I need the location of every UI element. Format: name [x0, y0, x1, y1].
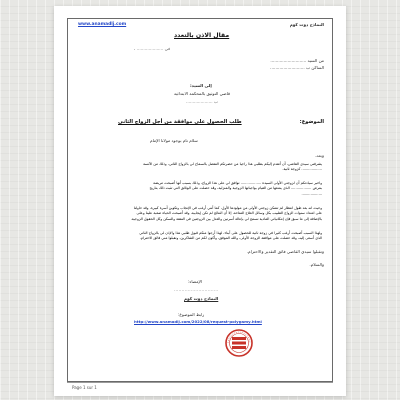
- brand-name: النماذج دوت كوم: [289, 22, 324, 27]
- paragraph-line: الذي أسعى إليه، وقد حصلت على موافقة الزوجة الأولى، والله الموفق، وأكون لكم من الشاكرين، وتقبلوا مني فائق الاحترام.: [139, 236, 322, 241]
- source-label: رابط الموضوع:: [178, 312, 205, 317]
- paragraph-line: يشرفني سيدي القاضي، أن أتقدم إليكم بطلبي هذا راجيا من حضرتكم التفضل بالسماح لي بالزواج الثاني، وذلك من الآنسة: [143, 162, 322, 166]
- signature-label: الإمضاء:: [188, 279, 203, 284]
- subject-label: الموضوع:: [299, 119, 324, 125]
- source-url[interactable]: http://www.anamadlj.com/2022/08/request-polygamy.html: [134, 319, 262, 324]
- stamp-logo-icon: [224, 328, 254, 358]
- signature-brand: النماذج دوت كوم: [184, 296, 219, 301]
- paragraph-2: [76, 181, 322, 197]
- recipient-role: قاضي التوثيق بالمحكمة الابتدائية: [174, 91, 230, 96]
- paragraph-line: على امتداد سنوات الزواج الطبيب بكل وسائل العلاج المتاحة، إلا أن النتائج لم تكن إيجابية، وقد أصبحت الحياة صعبة علينا وعلى: [136, 211, 322, 216]
- after-greeting: وبعد،: [315, 153, 324, 158]
- paragraph-3: [76, 206, 322, 222]
- recipient-city: ب ....................: [186, 99, 218, 104]
- salutation: والسلام.: [309, 262, 324, 267]
- paragraph-1: [76, 162, 322, 173]
- paragraph-line: ولهذا السبب أصبحت أرغب كثيرا في زوجة ثانية للحصول على أبناء، لهذا أرجوا منكم قبول طلبي هذا والإذن لي بالزواج الثاني: [139, 231, 322, 235]
- page-border: [67, 18, 333, 382]
- subject-text: طلب الحصول على موافقة من أجل الزواج الثاني: [118, 119, 242, 125]
- paragraph-line: بمرض .................. الذي يمنعها من القيام بواجباتها الزوجية والمنزلية، وقد حصلت على الوثائق التي تثبت ذلك بتاريخ: [149, 186, 322, 191]
- recipient-to: إلى السيد:: [190, 83, 212, 88]
- paragraph-line: وحيث انه بعد طول انتظار لم تتمكن زوجتي الأولى من مولودها الأول، كما أنني أرغب في الإنجاب وتكوين أسرة كبيرة، وقد حاولنا: [133, 206, 322, 210]
- sender-address: الساكن ب ..........................: [270, 65, 324, 70]
- footer-divider: [67, 382, 333, 383]
- document-title: مقال الاذن بالتعدد: [174, 32, 230, 39]
- paragraph-line: بالإضافة إلى ما سبق فإن إمكانياتي المادية تسمح لي بإعالة أسرتين والعدل بين الزوجتين في النفقة والسكن وكل الحقوق الزوجية.: [130, 216, 322, 221]
- paragraph-line: ..................: [301, 191, 322, 196]
- date-line: في .................... ،: [134, 46, 171, 51]
- greeting: سلام تام بوجود مولانا الإمام: [150, 138, 198, 143]
- signature-line: .............................: [174, 287, 219, 292]
- paragraph-line: واخبر سيادتكم أن لزوجتي الأولى السيدة .................. توافق لي على هذا الزواج، وذلك بسبب أنها أصبحت مريضة: [153, 181, 322, 185]
- document-page: [54, 6, 346, 396]
- paragraph-line: .................. كزوجة ثانية.: [282, 167, 322, 172]
- sender-name: من السيد ...........................: [270, 58, 324, 63]
- site-link[interactable]: www.anamadlj.com: [78, 22, 127, 27]
- page-number: Page 1 sur 1: [72, 385, 97, 390]
- paragraph-4: [76, 231, 322, 242]
- closing-line: وتقبلوا سيدي القاضي فائق التقدير والاحترام.: [246, 249, 324, 254]
